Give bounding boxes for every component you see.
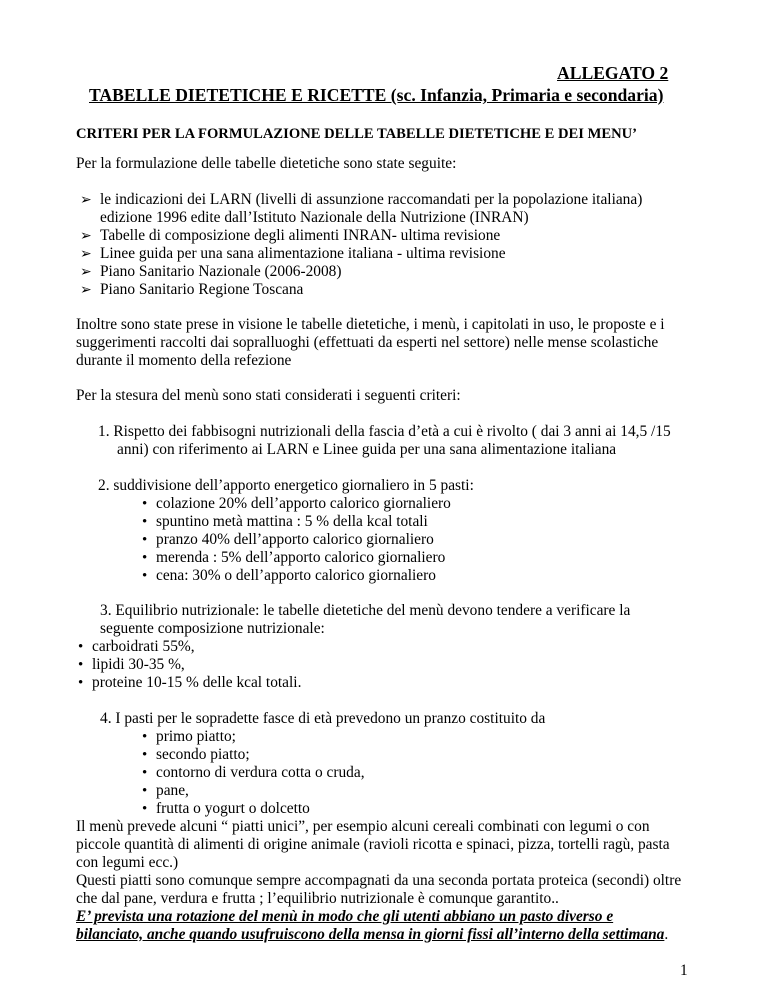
nutrient-list-item: • carboidrati 55%, [78, 638, 195, 655]
closing-line: Il menù prevede alcuni “ piatti unici”, per esempio alcuni cereali combinati con legumi o con [76, 818, 650, 835]
course-list-item: • secondo piatto; [142, 746, 250, 763]
emphasis-line: E’ prevista una rotazione del menù in modo che gli utenti abbiano un pasto diverso e [76, 908, 614, 925]
source-list-item: ➢ Linee guida per una sana alimentazione italiana - ultima revisione [80, 245, 506, 262]
arrow-bullet-icon: ➢ [80, 265, 92, 280]
meal-list-item: • merenda : 5% dell’apporto calorico giornaliero [142, 549, 446, 566]
paragraph-line: durante il momento della refezione [76, 352, 292, 369]
nutrient-list-item: • lipidi 30-35 %, [78, 656, 185, 673]
bullet-icon: • [78, 639, 84, 655]
intro-paragraph: Per la formulazione delle tabelle dietetiche sono state seguite: [76, 155, 457, 172]
emphasis-line: bilanciato, anche quando usufruiscono della mensa in giorni fissi all’interno della settimana. [76, 926, 669, 943]
course-list-item: • contorno di verdura cotta o cruda, [142, 764, 365, 781]
arrow-bullet-icon: ➢ [80, 229, 92, 244]
bullet-icon: • [142, 568, 148, 584]
meal-list-item: • pranzo 40% dell’apporto calorico giornaliero [142, 531, 434, 548]
criterion-1-line: anni) con riferimento ai LARN e Linee guida per una sana alimentazione italiana [117, 441, 617, 458]
bullet-icon: • [142, 783, 148, 799]
section-heading: CRITERI PER LA FORMULAZIONE DELLE TABELLE DIETETICHE E DEI MENU’ [76, 126, 638, 142]
criterion-2-heading: 2. suddivisione dell’apporto energetico giornaliero in 5 pasti: [98, 477, 474, 494]
criterion-1-line: 1. Rispetto dei fabbisogni nutrizionali della fascia d’età a cui è rivolto ( dai 3 anni ai 14,5 /15 [98, 423, 671, 440]
bullet-icon: • [142, 496, 148, 512]
closing-line: che dal pane, verdura e frutta ; l’equilibrio nutrizionale è comunque garantito.. [76, 890, 559, 907]
criterion-4-heading: 4. I pasti per le sopradette fasce di età prevedono un pranzo costituito da [100, 710, 546, 727]
source-list-item-continuation: edizione 1996 edite dall’Istituto Nazionale della Nutrizione (INRAN) [100, 209, 529, 226]
bullet-icon: • [142, 532, 148, 548]
closing-line: con legumi ecc.) [76, 854, 179, 871]
closing-line: piccole quantità di alimenti di origine animale (ravioli ricotta e spinaci, pizza, tortelli ragù, pasta [76, 836, 670, 853]
source-list-item: ➢ Piano Sanitario Regione Toscana [80, 281, 304, 298]
bullet-icon: • [142, 514, 148, 530]
source-list-item: ➢ Tabelle di composizione degli alimenti INRAN- ultima revisione [80, 227, 501, 244]
document-title: TABELLE DIETETICHE E RICETTE (sc. Infanzia, Primaria e secondaria) [89, 85, 664, 105]
meal-list-item: • cena: 30% o dell’apporto calorico giornaliero [142, 567, 436, 584]
nutrient-list-item: • proteine 10-15 % delle kcal totali. [78, 674, 302, 691]
page-number: 1 [680, 962, 688, 979]
meal-list-item: • colazione 20% dell’apporto calorico giornaliero [142, 495, 451, 512]
course-list-item: • frutta o yogurt o dolcetto [142, 800, 310, 817]
paragraph-line: Inoltre sono state prese in visione le tabelle dietetiche, i menù, i capitolati in uso, le proposte e i [76, 316, 665, 333]
criterion-3-line: seguente composizione nutrizionale: [100, 620, 325, 637]
bullet-icon: • [142, 765, 148, 781]
bullet-icon: • [78, 657, 84, 673]
criteria-intro: Per la stesura del menù sono stati considerati i seguenti criteri: [76, 387, 461, 404]
course-list-item: • primo piatto; [142, 728, 236, 745]
arrow-bullet-icon: ➢ [80, 283, 92, 298]
source-list-item: ➢ le indicazioni dei LARN (livelli di assunzione raccomandati per la popolazione italiana) [80, 191, 643, 208]
bullet-icon: • [142, 801, 148, 817]
course-list-item: • pane, [142, 782, 189, 799]
source-list-item: ➢ Piano Sanitario Nazionale (2006-2008) [80, 263, 342, 280]
closing-line: Questi piatti sono comunque sempre accompagnati da una seconda portata proteica (secondi) oltre [76, 872, 682, 889]
arrow-bullet-icon: ➢ [80, 247, 92, 262]
arrow-bullet-icon: ➢ [80, 193, 92, 208]
bullet-icon: • [142, 747, 148, 763]
meal-list-item: • spuntino metà mattina : 5 % della kcal totali [142, 513, 428, 530]
bullet-icon: • [142, 550, 148, 566]
annex-label: ALLEGATO 2 [557, 63, 669, 83]
paragraph-line: suggerimenti raccolti dai sopralluoghi (effettuati da esperti nel settore) nelle mense scolastiche [76, 334, 659, 351]
criterion-3-line: 3. Equilibrio nutrizionale: le tabelle dietetiche del menù devono tendere a verificare la [100, 602, 631, 619]
bullet-icon: • [78, 675, 84, 691]
bullet-icon: • [142, 729, 148, 745]
